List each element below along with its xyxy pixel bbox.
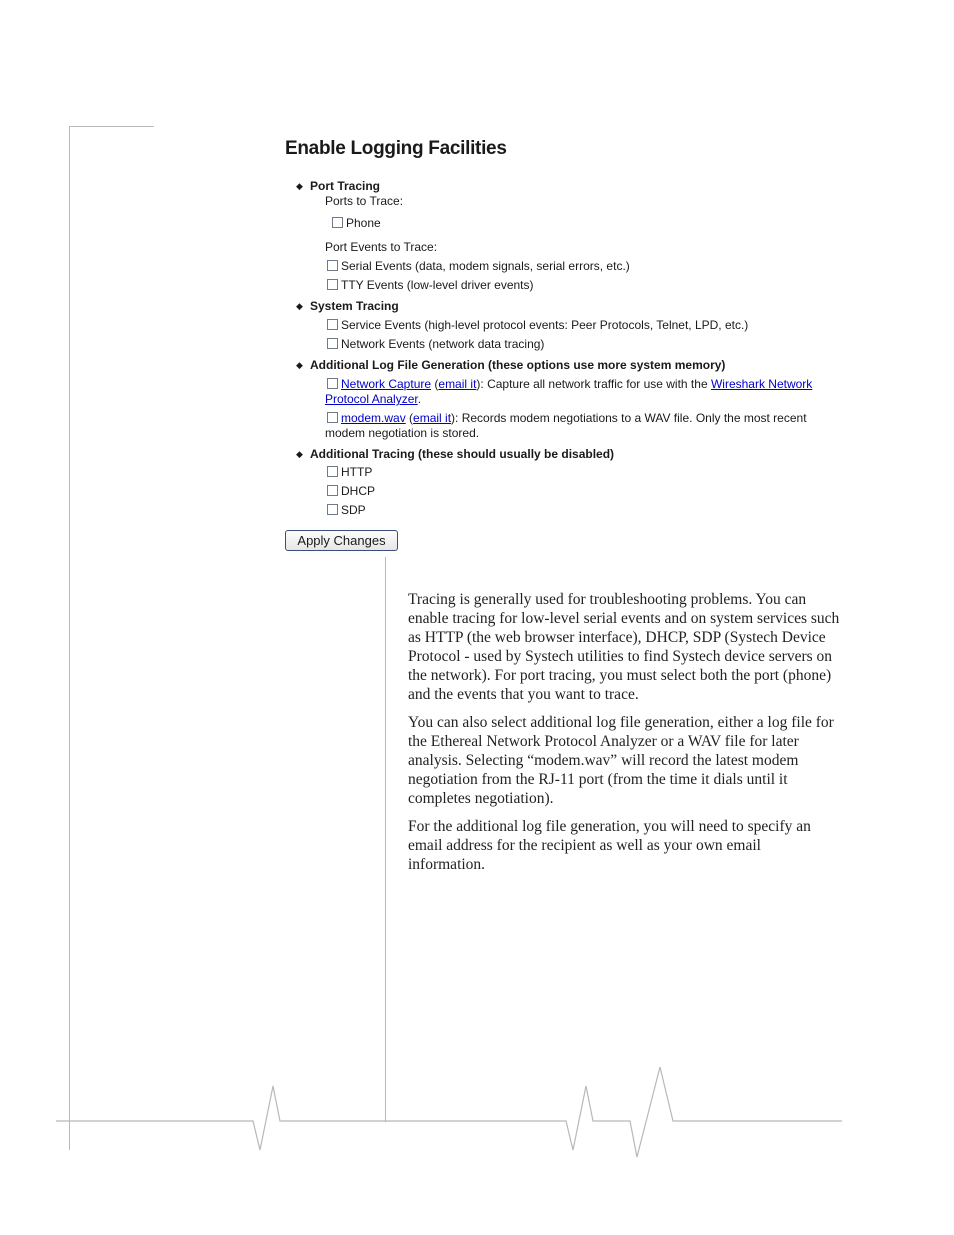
checkbox-label: DHCP: [341, 484, 376, 498]
description-text: [408, 590, 840, 883]
port-tracing-section: [296, 179, 381, 194]
checkbox-label: Serial Events (data, modem signals, serial errors, etc.): [341, 259, 630, 273]
checkbox-label: TTY Events (low-level driver events): [341, 278, 534, 292]
logging-panel: [285, 138, 845, 548]
log-file-section: [296, 358, 726, 373]
checkbox-row-service-events[interactable]: [327, 318, 748, 333]
apply-changes-button[interactable]: Apply Changes: [285, 530, 398, 551]
checkbox-row-sdp[interactable]: [327, 503, 366, 518]
section-title: Additional Log File Generation (these options use more system memory): [310, 358, 726, 372]
paragraph: You can also select additional log file generation, either a log file for the Ethereal Network Protocol Analyzer or a WAV file for later analysis. Selecting “modem.wav” will record the latest modem negotiation from the RJ-11 port (from the time it dials until it completes negotiation).: [408, 714, 834, 807]
modem-wav-link[interactable]: modem.wav: [341, 411, 406, 425]
checkbox-row-network-capture[interactable]: [327, 377, 812, 392]
email-modem-link[interactable]: email it: [413, 411, 452, 425]
bullet-icon: ◆: [296, 301, 303, 311]
bullet-icon: ◆: [296, 360, 303, 370]
modem-description: ): Records modem negotiations to a WAV file. Only the most recent: [451, 411, 807, 425]
paragraph: For the additional log file generation, you will need to specify an email address for the recipient as well as your own email information.: [408, 818, 811, 873]
pulse-line: [56, 1067, 842, 1157]
network-capture-link[interactable]: Network Capture: [341, 377, 432, 391]
system-tracing-section: [296, 299, 399, 314]
checkbox-row-dhcp[interactable]: [327, 484, 375, 499]
capture-description: ): Capture all network traffic for use with the: [476, 377, 711, 391]
checkbox-row-tty-events[interactable]: [327, 278, 534, 293]
section-title: Additional Tracing (these should usually be disabled): [310, 447, 615, 461]
checkbox-network-events[interactable]: [327, 338, 338, 349]
wireshark-link[interactable]: Wireshark Network: [710, 377, 813, 391]
page-title: Enable Logging Facilities: [285, 138, 507, 159]
period-text: .: [417, 392, 422, 406]
checkbox-tty-events[interactable]: [327, 279, 338, 290]
modem-description-line-2: modem negotiation is stored.: [325, 426, 480, 440]
checkbox-label: HTTP: [341, 465, 373, 479]
additional-tracing-section: [296, 447, 615, 462]
capture-line-2: [325, 392, 421, 407]
checkbox-dhcp[interactable]: [327, 485, 338, 496]
checkbox-row-http[interactable]: [327, 465, 372, 480]
paragraph: Tracing is generally used for troubleshooting problems. You can enable tracing for low-level serial events and on system services such as HTTP (the web browser interface), DHCP, SDP (Systech Device Protocol - used by Systech utilities to find Systech device servers on the network). For port tracing, you must select both the port (phone) and the events that you want to trace.: [408, 591, 840, 703]
wireshark-link-continued[interactable]: Protocol Analyzer: [325, 392, 418, 406]
checkbox-row-serial-events[interactable]: [327, 259, 630, 274]
checkbox-sdp[interactable]: [327, 504, 338, 515]
checkbox-label: Phone: [346, 216, 381, 230]
checkbox-row-phone[interactable]: [332, 216, 381, 231]
checkbox-label: Network Events (network data tracing): [341, 337, 545, 351]
checkbox-row-network-events[interactable]: [327, 337, 544, 352]
ports-to-trace-label: Ports to Trace:: [325, 194, 404, 208]
checkbox-phone[interactable]: [332, 217, 343, 228]
checkbox-modem-wav[interactable]: [327, 412, 338, 423]
section-title: Port Tracing: [310, 179, 381, 193]
checkbox-row-modem-wav[interactable]: [327, 411, 807, 426]
checkbox-label: SDP: [341, 503, 366, 517]
checkbox-http[interactable]: [327, 466, 338, 477]
paren-text: (: [431, 377, 439, 391]
email-capture-link[interactable]: email it: [438, 377, 477, 391]
port-events-label: Port Events to Trace:: [325, 240, 438, 254]
checkbox-service-events[interactable]: [327, 319, 338, 330]
section-title: System Tracing: [310, 299, 399, 313]
bullet-icon: ◆: [296, 449, 303, 459]
checkbox-label: Service Events (high-level protocol events: Peer Protocols, Telnet, LPD, etc.): [341, 318, 749, 332]
paren-text: (: [405, 411, 414, 425]
checkbox-serial-events[interactable]: [327, 260, 338, 271]
checkbox-network-capture[interactable]: [327, 378, 338, 389]
bullet-icon: ◆: [296, 181, 303, 191]
